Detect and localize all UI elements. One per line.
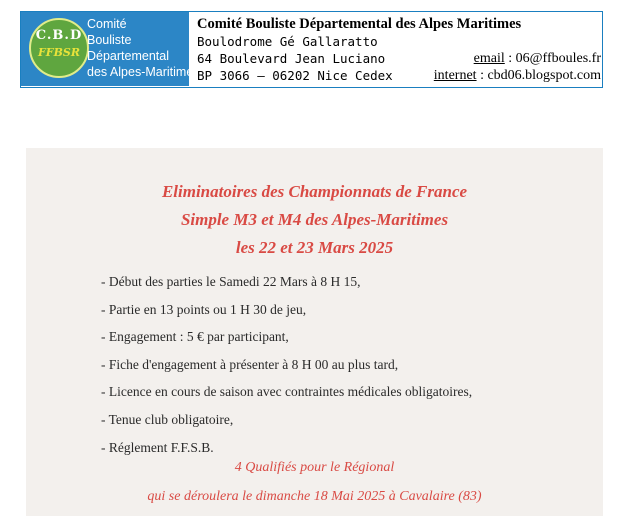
cbd-seal-emblem: C.B.D FFBSR	[29, 18, 89, 78]
qualified-note: 4 Qualifiés pour le Régional	[234, 460, 395, 475]
street-address: 64 Boulevard Jean Luciano	[197, 51, 386, 66]
conditions-list	[101, 268, 472, 461]
notice-title: Eliminatoires des Championnats de France Simple M3 et M4 des Alpes-Maritimes les 22 et 23 Mars 2025	[161, 182, 468, 257]
email-line[interactable]: email : 06@ffboules.fr	[473, 51, 601, 66]
venue-name: Boulodrome Gé Gallaratto	[197, 34, 378, 49]
letterhead	[20, 11, 603, 88]
notice-sheet	[26, 148, 603, 516]
logo-wordmark: Comité Bouliste Départemental des Alpes-Maritimes	[87, 17, 200, 79]
list-item: - Réglement F.F.S.B.	[101, 439, 214, 455]
website-line[interactable]: internet : cbd06.blogspot.com	[433, 68, 601, 83]
po-box: BP 3066 – 06202 Nice Cedex	[197, 68, 393, 83]
list-item: - Tenue club obligatoire,	[101, 411, 234, 427]
cbd-logo	[21, 12, 200, 86]
regional-note: qui se déroulera le dimanche 18 Mai 2025 à Cavalaire (83)	[147, 489, 482, 504]
list-item: - Engagement : 5 € par participant,	[101, 329, 289, 345]
list-item: - Fiche d'engagement à présenter à 8 H 00 au plus tard,	[101, 356, 399, 372]
list-item: - Début des parties le Samedi 22 Mars à 8 H 15,	[101, 274, 361, 289]
letterhead-contact	[197, 16, 601, 84]
list-item: - Partie en 13 points ou 1 H 30 de jeu,	[101, 301, 307, 317]
list-item: - Licence en cours de saison avec contraintes médicales obligatoires,	[101, 384, 473, 400]
org-name: Comité Bouliste Départemental des Alpes Maritimes	[197, 16, 522, 32]
